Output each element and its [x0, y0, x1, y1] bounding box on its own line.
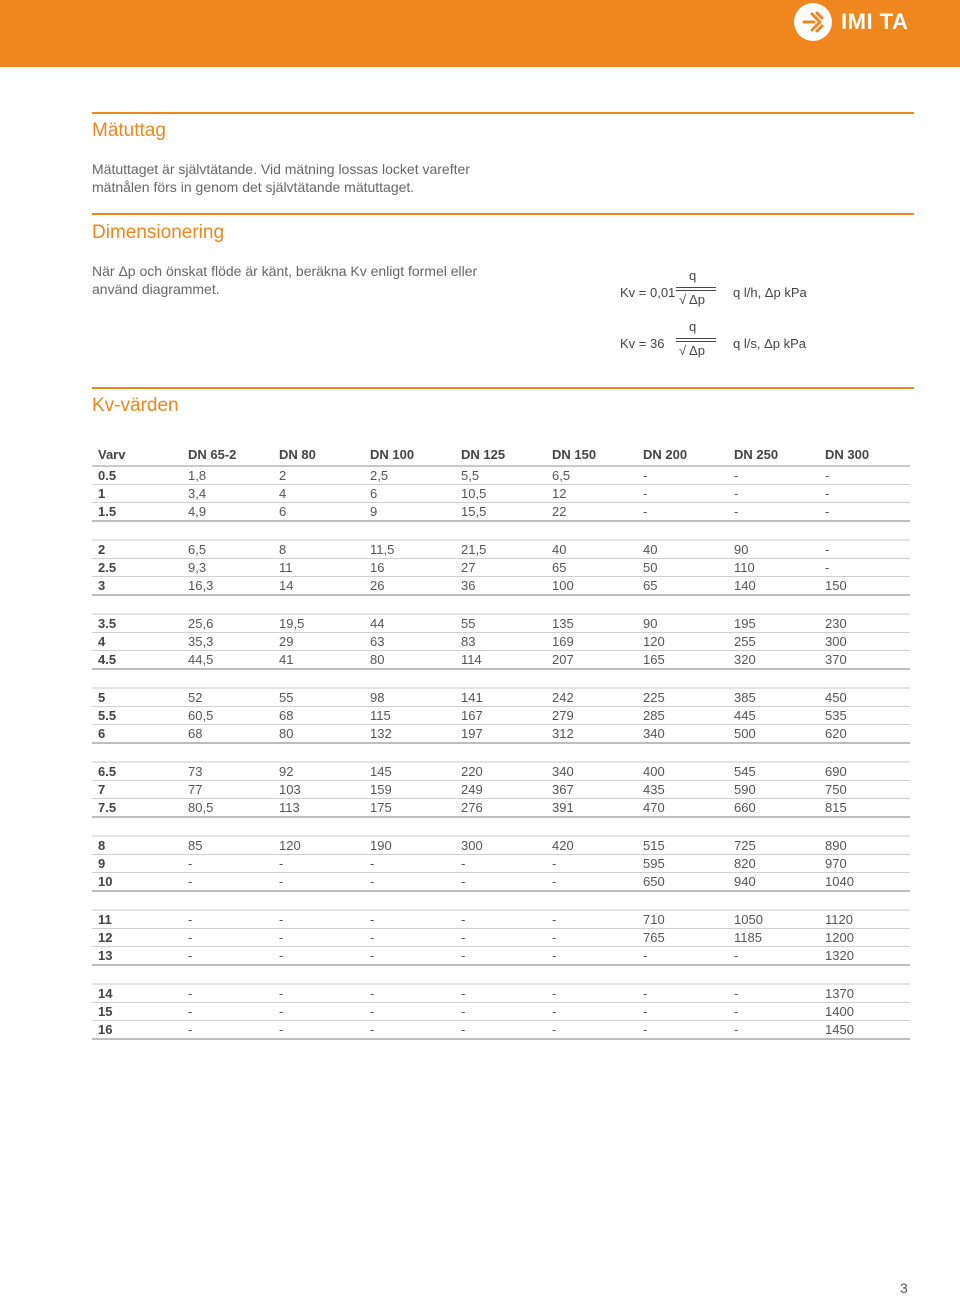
kv-cell: 370	[819, 651, 910, 670]
formula-ls	[620, 319, 880, 363]
fraction-bar	[676, 341, 716, 342]
table-row	[92, 762, 910, 781]
kv-cell: -	[819, 466, 910, 485]
kv-cell: -	[273, 1003, 364, 1021]
kv-cell: 190	[364, 836, 455, 855]
varv-cell: 5.5	[92, 707, 182, 725]
table-row	[92, 466, 910, 485]
kv-cell: 26	[364, 577, 455, 596]
table-row	[92, 540, 910, 559]
varv-cell: 12	[92, 929, 182, 947]
imi-ta-logo	[794, 3, 908, 41]
varv-cell: 4.5	[92, 651, 182, 670]
kv-cell: -	[182, 1021, 273, 1040]
kv-cell: -	[728, 1003, 819, 1021]
kv-cell: -	[819, 559, 910, 577]
kv-cell: 279	[546, 707, 637, 725]
table-row	[92, 984, 910, 1003]
varv-cell: 0.5	[92, 466, 182, 485]
kv-cell: 169	[546, 633, 637, 651]
kv-cell: 167	[455, 707, 546, 725]
kv-cell: -	[728, 466, 819, 485]
varv-cell: 8	[92, 836, 182, 855]
kv-cell: 15,5	[455, 503, 546, 522]
kv-cell: -	[728, 1021, 819, 1040]
formula-lhs: Kv = 36	[620, 336, 665, 351]
kv-cell: 750	[819, 781, 910, 799]
varv-cell: 2.5	[92, 559, 182, 577]
kv-cell: 2	[273, 466, 364, 485]
kv-cell: 44,5	[182, 651, 273, 670]
kv-cell: -	[819, 485, 910, 503]
kv-cell: 141	[455, 688, 546, 707]
group-spacer	[92, 965, 910, 984]
column-header: DN 150	[546, 444, 637, 466]
kv-cell: 710	[637, 910, 728, 929]
kv-cell: 1400	[819, 1003, 910, 1021]
kv-cell: -	[455, 1003, 546, 1021]
table-row	[92, 503, 910, 522]
section-title-matuttag: Mätuttag	[92, 120, 166, 141]
kv-cell: 36	[455, 577, 546, 596]
kv-cell: 300	[455, 836, 546, 855]
kv-cell: 140	[728, 577, 819, 596]
kv-cell: 98	[364, 688, 455, 707]
kv-cell: 225	[637, 688, 728, 707]
kv-cell: -	[546, 1021, 637, 1040]
kv-cell: 1370	[819, 984, 910, 1003]
kv-cell: 391	[546, 799, 637, 818]
formula-units: q l/s, Δp kPa	[733, 336, 806, 351]
kv-cell: 55	[273, 688, 364, 707]
table-row	[92, 947, 910, 966]
kv-cell: -	[546, 910, 637, 929]
varv-cell: 15	[92, 1003, 182, 1021]
kv-cell: 10,5	[455, 485, 546, 503]
kv-cell: 41	[273, 651, 364, 670]
kv-cell: 5,5	[455, 466, 546, 485]
section-text-matuttag: Mätuttaget är självtätande. Vid mätning lossas locket varefter mätnålen förs in genom det självtätande mätuttaget.	[92, 161, 470, 195]
formula-fraction	[676, 268, 716, 312]
kv-cell: -	[728, 485, 819, 503]
kv-cell: 515	[637, 836, 728, 855]
kv-cell: 255	[728, 633, 819, 651]
kv-cell: -	[728, 984, 819, 1003]
varv-cell: 5	[92, 688, 182, 707]
kv-cell: 6	[273, 503, 364, 522]
kv-cell: -	[364, 984, 455, 1003]
kv-cell: -	[728, 503, 819, 522]
kv-cell: 150	[819, 577, 910, 596]
kv-cell: 11,5	[364, 540, 455, 559]
group-spacer	[92, 891, 910, 910]
kv-cell: -	[455, 929, 546, 947]
kv-cell: -	[637, 466, 728, 485]
kv-cell: 12	[546, 485, 637, 503]
kv-cell: -	[637, 947, 728, 966]
kv-cell: 35,3	[182, 633, 273, 651]
kv-cell: 80	[364, 651, 455, 670]
varv-cell: 2	[92, 540, 182, 559]
kv-cell: -	[273, 929, 364, 947]
kv-cell: -	[273, 984, 364, 1003]
kv-cell: 1,8	[182, 466, 273, 485]
spacer-cell	[92, 817, 910, 836]
logo-text: IMI TA	[841, 9, 909, 34]
kv-cell: 120	[273, 836, 364, 855]
kv-cell: 890	[819, 836, 910, 855]
kv-cell: 22	[546, 503, 637, 522]
group-spacer	[92, 669, 910, 688]
kv-cell: -	[455, 910, 546, 929]
kv-cell: 207	[546, 651, 637, 670]
kv-cell: 113	[273, 799, 364, 818]
kv-cell: 2,5	[364, 466, 455, 485]
kv-cell: 1450	[819, 1021, 910, 1040]
table-row	[92, 707, 910, 725]
spacer-cell	[92, 743, 910, 762]
kv-cell: 242	[546, 688, 637, 707]
formula-denominator: √ Δp	[679, 292, 705, 307]
kv-cell: 765	[637, 929, 728, 947]
kv-cell: -	[546, 984, 637, 1003]
column-header: DN 100	[364, 444, 455, 466]
kv-cell: 500	[728, 725, 819, 744]
kv-cell: 1200	[819, 929, 910, 947]
formula-numerator: q	[689, 268, 697, 283]
kv-cell: 660	[728, 799, 819, 818]
kv-cell: 1185	[728, 929, 819, 947]
spacer-cell	[92, 669, 910, 688]
kv-cell: 220	[455, 762, 546, 781]
kv-cell: 1040	[819, 873, 910, 892]
kv-cell: 815	[819, 799, 910, 818]
kv-cell: -	[182, 984, 273, 1003]
kv-cell: 285	[637, 707, 728, 725]
kv-cell: 55	[455, 614, 546, 633]
kv-cell: 29	[273, 633, 364, 651]
fraction-bar	[676, 338, 716, 339]
kv-cell: -	[364, 1021, 455, 1040]
kv-cell: 110	[728, 559, 819, 577]
varv-cell: 7.5	[92, 799, 182, 818]
kv-cell: 11	[273, 559, 364, 577]
kv-cell: -	[455, 947, 546, 966]
section-text-dimensionering: När Δp och önskat flöde är känt, beräkna Kv enligt formel eller använd diagrammet.	[92, 263, 478, 297]
kv-cell: 132	[364, 725, 455, 744]
kv-cell: -	[819, 540, 910, 559]
kv-cell: 6	[364, 485, 455, 503]
column-header: DN 250	[728, 444, 819, 466]
kv-cell: 340	[637, 725, 728, 744]
kv-cell: 135	[546, 614, 637, 633]
kv-cell: 470	[637, 799, 728, 818]
kv-cell: 3,4	[182, 485, 273, 503]
kv-cell: -	[182, 873, 273, 892]
kv-cell: 230	[819, 614, 910, 633]
kv-cell: 4,9	[182, 503, 273, 522]
kv-cell: 620	[819, 725, 910, 744]
table-row	[92, 485, 910, 503]
kv-cell: -	[364, 873, 455, 892]
varv-cell: 6.5	[92, 762, 182, 781]
kv-cell: 145	[364, 762, 455, 781]
kv-cell: 68	[182, 725, 273, 744]
table-row	[92, 633, 910, 651]
kv-cell: -	[273, 873, 364, 892]
kv-cell: 92	[273, 762, 364, 781]
fraction-bar	[676, 290, 716, 291]
formula-fraction	[676, 319, 716, 363]
fraction-bar	[676, 287, 716, 288]
kv-cell: -	[273, 1021, 364, 1040]
group-spacer	[92, 595, 910, 614]
kv-cell: -	[546, 855, 637, 873]
kv-cell: 435	[637, 781, 728, 799]
kv-cell: -	[364, 910, 455, 929]
table-header-row	[92, 444, 910, 466]
kv-cell: -	[182, 1003, 273, 1021]
kv-cell: -	[637, 1021, 728, 1040]
kv-cell: 16	[364, 559, 455, 577]
formula-denominator: √ Δp	[679, 343, 705, 358]
kv-cell: 690	[819, 762, 910, 781]
table-row	[92, 651, 910, 670]
column-header: DN 300	[819, 444, 910, 466]
kv-cell: -	[273, 947, 364, 966]
kv-cell: 820	[728, 855, 819, 873]
column-header: DN 200	[637, 444, 728, 466]
kv-cell: -	[546, 947, 637, 966]
kv-cell: 115	[364, 707, 455, 725]
table-row	[92, 1021, 910, 1040]
kv-cell: 249	[455, 781, 546, 799]
kv-cell: -	[546, 929, 637, 947]
table-row	[92, 559, 910, 577]
kv-cell: -	[728, 947, 819, 966]
table-row	[92, 614, 910, 633]
varv-cell: 4	[92, 633, 182, 651]
kv-cell: 21,5	[455, 540, 546, 559]
kv-cell: 276	[455, 799, 546, 818]
kv-cell: 114	[455, 651, 546, 670]
kv-cell: -	[455, 873, 546, 892]
kv-cell: 14	[273, 577, 364, 596]
kv-cell: 25,6	[182, 614, 273, 633]
kv-cell: -	[182, 855, 273, 873]
kv-cell: 103	[273, 781, 364, 799]
section-divider	[92, 387, 914, 389]
kv-cell: 52	[182, 688, 273, 707]
spacer-cell	[92, 595, 910, 614]
kv-cell: -	[637, 485, 728, 503]
kv-cell: 1320	[819, 947, 910, 966]
varv-cell: 6	[92, 725, 182, 744]
kv-cell: 9,3	[182, 559, 273, 577]
kv-cell: -	[364, 929, 455, 947]
table-row	[92, 799, 910, 818]
kv-cell: 73	[182, 762, 273, 781]
formula-units: q l/h, Δp kPa	[733, 285, 807, 300]
kv-cell: 1050	[728, 910, 819, 929]
column-header: DN 125	[455, 444, 546, 466]
table-row	[92, 725, 910, 744]
kv-cell: 65	[637, 577, 728, 596]
table-row	[92, 855, 910, 873]
kv-cell: 195	[728, 614, 819, 633]
kv-cell: 535	[819, 707, 910, 725]
kv-cell: 77	[182, 781, 273, 799]
kv-cell: 320	[728, 651, 819, 670]
kv-cell: 19,5	[273, 614, 364, 633]
kv-cell: 8	[273, 540, 364, 559]
kv-cell: 65	[546, 559, 637, 577]
kv-cell: 83	[455, 633, 546, 651]
kv-cell: 6,5	[546, 466, 637, 485]
kv-values-table	[92, 444, 910, 1040]
varv-cell: 13	[92, 947, 182, 966]
column-header: DN 65-2	[182, 444, 273, 466]
kv-cell: 4	[273, 485, 364, 503]
kv-cell: 940	[728, 873, 819, 892]
kv-cell: 44	[364, 614, 455, 633]
kv-cell: 970	[819, 855, 910, 873]
spacer-cell	[92, 521, 910, 540]
kv-cell: 68	[273, 707, 364, 725]
varv-cell: 1.5	[92, 503, 182, 522]
column-header: DN 80	[273, 444, 364, 466]
kv-cell: 590	[728, 781, 819, 799]
kv-cell: -	[364, 855, 455, 873]
kv-cell: -	[182, 929, 273, 947]
kv-cell: -	[546, 1003, 637, 1021]
kv-cell: 80,5	[182, 799, 273, 818]
kv-cell: 165	[637, 651, 728, 670]
kv-cell: 60,5	[182, 707, 273, 725]
column-header: Varv	[92, 444, 182, 466]
kv-cell: 367	[546, 781, 637, 799]
kv-cell: 159	[364, 781, 455, 799]
kv-cell: 312	[546, 725, 637, 744]
kv-cell: 120	[637, 633, 728, 651]
kv-cell: 445	[728, 707, 819, 725]
group-spacer	[92, 743, 910, 762]
kv-cell: 40	[637, 540, 728, 559]
kv-cell: -	[637, 984, 728, 1003]
section-divider	[92, 213, 914, 215]
kv-cell: -	[273, 855, 364, 873]
formula-lhs: Kv = 0,01	[620, 285, 676, 300]
kv-cell: 420	[546, 836, 637, 855]
kv-cell: -	[273, 910, 364, 929]
formula-lh	[620, 268, 880, 312]
kv-cell: 300	[819, 633, 910, 651]
kv-cell: -	[182, 947, 273, 966]
table-row	[92, 688, 910, 707]
varv-cell: 11	[92, 910, 182, 929]
varv-cell: 7	[92, 781, 182, 799]
kv-cell: 6,5	[182, 540, 273, 559]
varv-cell: 3.5	[92, 614, 182, 633]
table-row	[92, 577, 910, 596]
kv-cell: 63	[364, 633, 455, 651]
kv-cell: -	[455, 1021, 546, 1040]
kv-cell: 175	[364, 799, 455, 818]
kv-cell: 450	[819, 688, 910, 707]
kv-cell: -	[182, 910, 273, 929]
kv-cell: 1120	[819, 910, 910, 929]
kv-cell: -	[364, 947, 455, 966]
kv-cell: 545	[728, 762, 819, 781]
group-spacer	[92, 817, 910, 836]
kv-cell: 85	[182, 836, 273, 855]
kv-cell: 100	[546, 577, 637, 596]
spacer-cell	[92, 965, 910, 984]
spacer-cell	[92, 891, 910, 910]
kv-cell: -	[819, 503, 910, 522]
varv-cell: 16	[92, 1021, 182, 1040]
table-row	[92, 873, 910, 892]
kv-cell: -	[364, 1003, 455, 1021]
table-row	[92, 836, 910, 855]
kv-cell: 9	[364, 503, 455, 522]
kv-cell: 80	[273, 725, 364, 744]
section-divider	[92, 112, 914, 114]
table-body	[92, 466, 910, 1039]
kv-cell: 650	[637, 873, 728, 892]
kv-cell: -	[637, 503, 728, 522]
kv-cell: 40	[546, 540, 637, 559]
imi-ta-logo-mark-icon	[794, 3, 832, 41]
kv-cell: 385	[728, 688, 819, 707]
kv-cell: -	[455, 855, 546, 873]
section-title-kv-varden: Kv-värden	[92, 395, 179, 416]
table-row	[92, 929, 910, 947]
kv-cell: 197	[455, 725, 546, 744]
kv-cell: 90	[728, 540, 819, 559]
kv-cell: -	[637, 1003, 728, 1021]
kv-cell: 16,3	[182, 577, 273, 596]
kv-cell: -	[546, 873, 637, 892]
varv-cell: 1	[92, 485, 182, 503]
kv-cell: 340	[546, 762, 637, 781]
kv-cell: 725	[728, 836, 819, 855]
kv-cell: 50	[637, 559, 728, 577]
kv-cell: 400	[637, 762, 728, 781]
kv-cell: 595	[637, 855, 728, 873]
page-number: 3	[900, 1280, 908, 1296]
brand-header	[0, 0, 960, 67]
section-title-dimensionering: Dimensionering	[92, 222, 225, 243]
kv-cell: 90	[637, 614, 728, 633]
table-row	[92, 910, 910, 929]
varv-cell: 10	[92, 873, 182, 892]
varv-cell: 3	[92, 577, 182, 596]
varv-cell: 14	[92, 984, 182, 1003]
group-spacer	[92, 521, 910, 540]
formula-numerator: q	[689, 319, 697, 334]
kv-cell: -	[455, 984, 546, 1003]
varv-cell: 9	[92, 855, 182, 873]
kv-cell: 27	[455, 559, 546, 577]
table-row	[92, 1003, 910, 1021]
table-row	[92, 781, 910, 799]
